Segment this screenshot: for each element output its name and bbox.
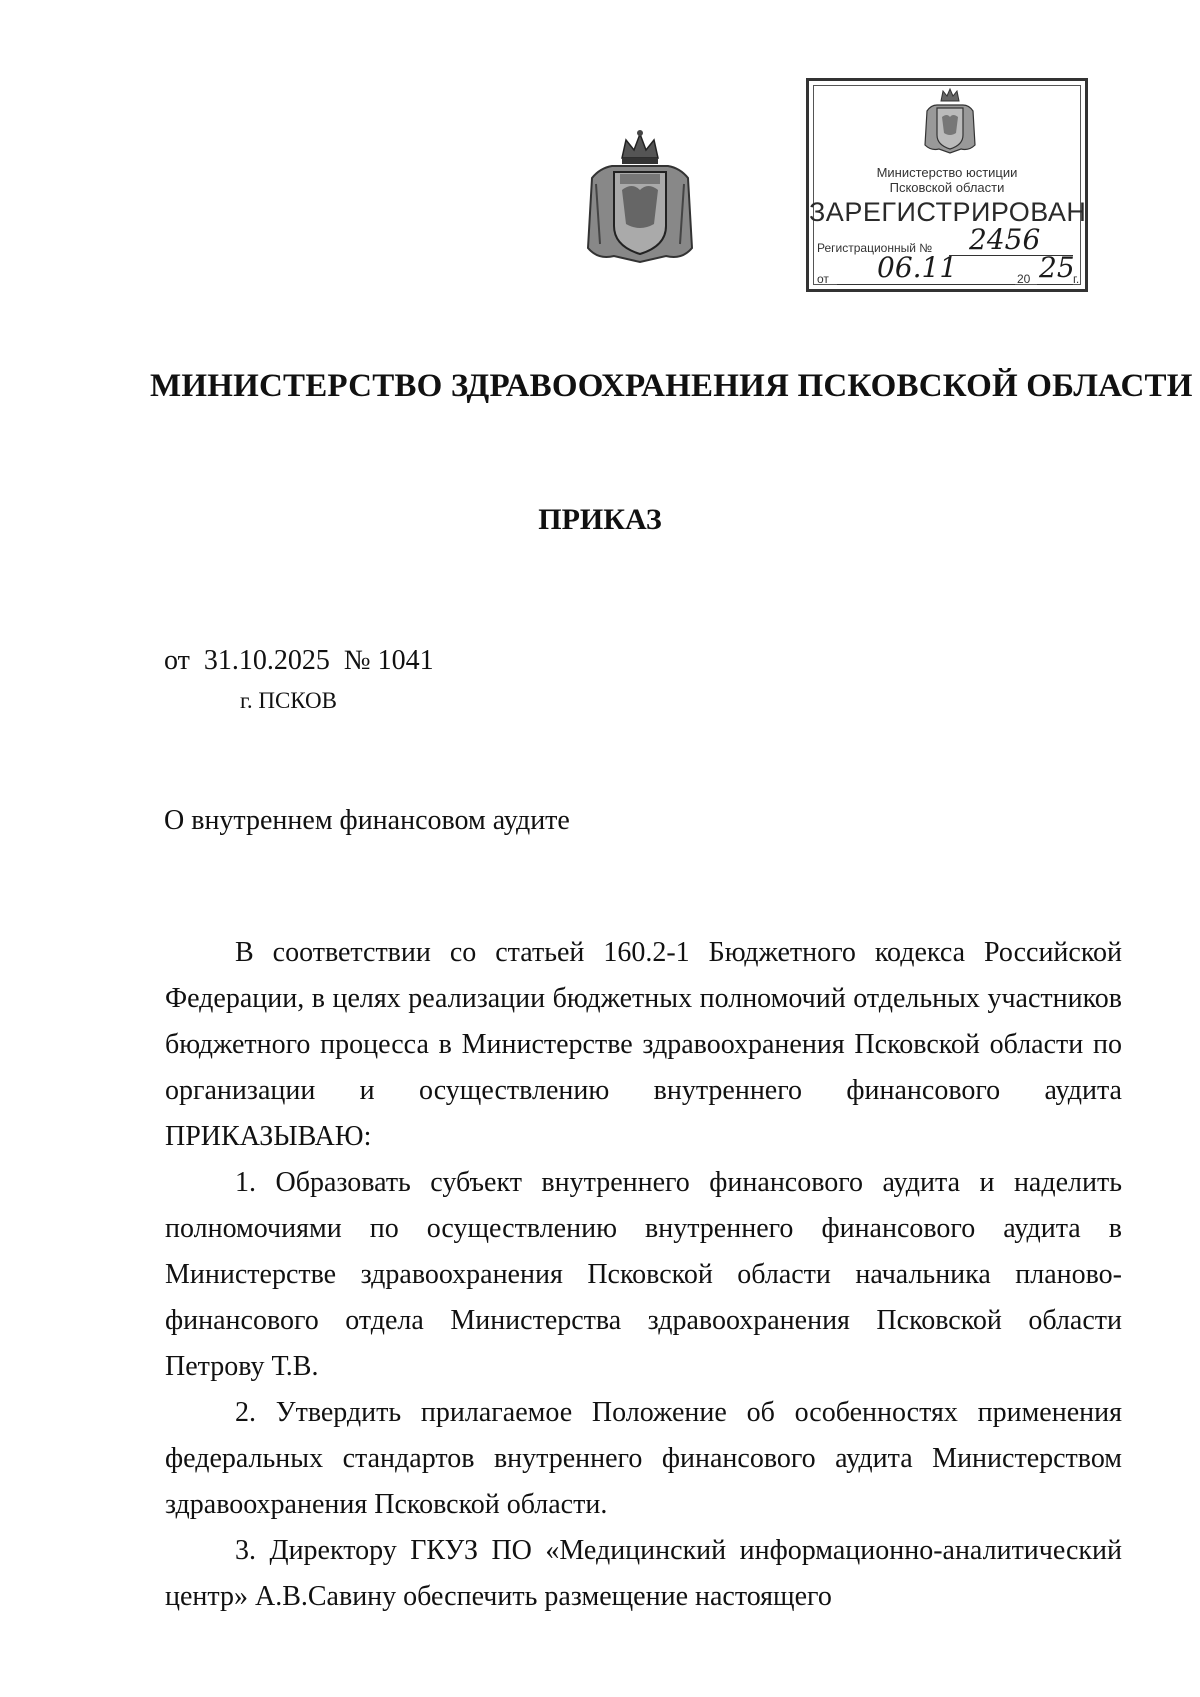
coat-of-arms-icon (582, 128, 698, 268)
stamp-reg-number: 2456 (969, 223, 1041, 256)
document-type: ПРИКАЗ (538, 503, 662, 536)
stamp-date-label: от (817, 272, 829, 286)
stamp-title: ЗАРЕГИСТРИРОВАН (809, 197, 1087, 227)
stamp-reg-label: Регистрационный № (817, 241, 933, 255)
stamp-date-underline (837, 284, 1015, 285)
ministry-title: МИНИСТЕРСТВО ЗДРАВООХРАНЕНИЯ ПСКОВСКОЙ ОБЛАСТИ (150, 368, 1193, 404)
stamp-year-underline (1037, 284, 1073, 285)
order-date-prefix: от (164, 645, 190, 676)
registration-stamp (806, 78, 1088, 292)
order-city: г. ПСКОВ (240, 688, 338, 713)
order-meta (164, 645, 434, 677)
body-item-2: 2. Утвердить прилагаемое Положение об особенностях применения федеральных стандартов внутреннего финансового аудита Министерством здравоохранения Псковской области. (165, 1397, 1122, 1520)
body-item-3: 3. Директору ГКУЗ ПО «Медицинский информационно-аналитический центр» А.В.Савину обеспечить размещение настоящего (165, 1535, 1122, 1612)
order-body (165, 930, 1122, 1620)
order-subject: О внутреннем финансовом аудите (164, 805, 570, 836)
stamp-org-line2: Псковской области (889, 180, 1005, 195)
body-item-1: 1. Образовать субъект внутреннего финансового аудита и наделить полномочиями по осуществлению внутреннего финансового аудита в Министерстве здравоохранения Псковской области начальника планово-финансового отдела Министерства здравоохранения Псковской области Петрову Т.В. (165, 1167, 1122, 1382)
stamp-year-prefix: 20 (1017, 272, 1031, 286)
order-date: 31.10.2025 (203, 645, 330, 676)
stamp-year: 25 (1039, 251, 1075, 284)
stamp-year-suffix: г. (1073, 272, 1080, 286)
order-number: № 1041 (343, 645, 434, 676)
body-preamble: В соответствии со статьей 160.2-1 Бюджетного кодекса Российской Федерации, в целях реализации бюджетных полномочий отдельных участников бюджетного процесса в Министерстве здравоохранения Псковской области по организации и осуществлению внутреннего финансового аудита ПРИКАЗЫВАЮ: (165, 937, 1122, 1152)
stamp-org-line1: Министерство юстиции (876, 165, 1018, 180)
stamp-date: 06.11 (877, 251, 958, 284)
stamp-emblem-icon (921, 87, 979, 155)
